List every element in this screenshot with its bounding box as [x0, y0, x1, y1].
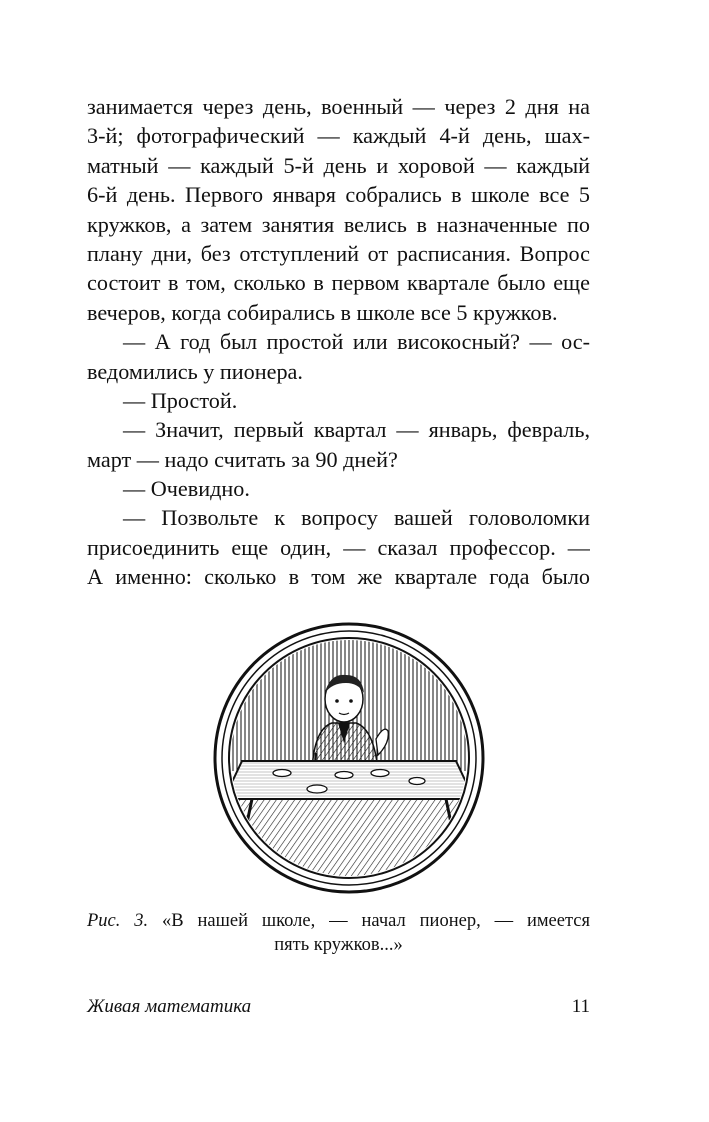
page-footer: [87, 995, 590, 1019]
text-line: кружков, а затем занятия велись в назначенные по: [87, 211, 590, 237]
text-line: — А год был простой или високосный? — ос-: [123, 329, 590, 355]
text-line: — Простой.: [123, 387, 238, 413]
text-line: — Очевидно.: [123, 476, 250, 502]
caption-line-1: [87, 909, 590, 933]
text-line: матный — каждый 5-й день и хоровой — каждый: [87, 152, 590, 178]
text-line: А именно: сколько в том же квартале года было: [87, 564, 590, 590]
figure-caption: [87, 909, 590, 957]
text-line: плану дни, без отступлений от расписания. Вопрос: [87, 240, 590, 266]
caption-line-2: пять кружков...»: [274, 935, 403, 955]
text-line: вечеров, когда собирались в школе все 5 кружков.: [87, 299, 558, 325]
caption-text-1: «В нашей школе, — начал пионер, — имеется: [162, 911, 591, 931]
body-text: [87, 92, 590, 592]
book-title: Живая математика: [87, 996, 252, 1017]
text-line: март — надо считать за 90 дней?: [87, 446, 398, 472]
text-line: 6-й день. Первого января собрались в школе все 5: [87, 182, 590, 208]
text-line: ведомились у пионера.: [87, 358, 303, 384]
figure-illustration: [212, 621, 486, 895]
text-line: присоединить еще один, — сказал профессор. —: [87, 534, 590, 560]
text-line: состоит в том, сколько в первом квартале было еще: [87, 270, 590, 296]
page-number: 11: [571, 996, 590, 1017]
text-line: — Значит, первый квартал — январь, февраль,: [123, 417, 590, 443]
text-line: — Позвольте к вопросу вашей головоломки: [123, 505, 590, 531]
text-line: 3-й; фотографический — каждый 4-й день, шах-: [87, 123, 590, 149]
caption-label: Рис. 3.: [87, 911, 149, 931]
illustration-boy-at-table-icon: [212, 621, 486, 895]
text-line: занимается через день, военный — через 2 дня на: [87, 94, 590, 119]
